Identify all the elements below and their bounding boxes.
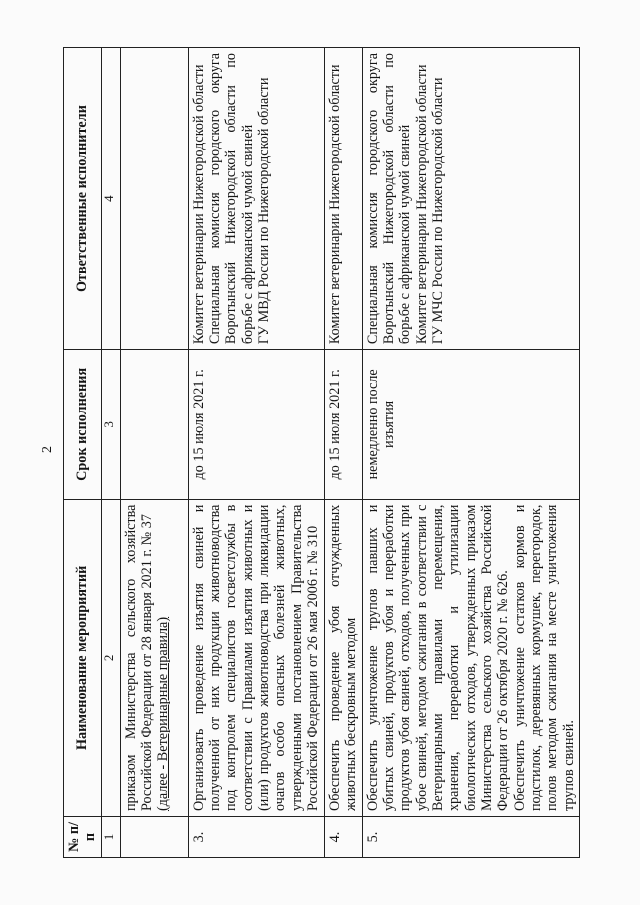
measures-table — [63, 47, 580, 858]
header-action: Наименование мероприятий — [64, 499, 102, 816]
executor: Комитет ветеринарии Нижегородской области — [413, 64, 430, 345]
row-executors — [362, 48, 579, 350]
row-num: 5. — [362, 817, 579, 858]
row-num: 4. — [324, 817, 362, 858]
executor: ГУ МВД России по Нижегородской области — [255, 77, 272, 345]
action-text: Обеспечить уничтожение трупов павших и убитых свиней, продуктов убоя и переработки продуктов убоя свиней, отходов, полученных при убое свиней, методом сжигания в соответствии с Ветеринарными правилами перемещения, хранения, переработки и утилизации биологических отходов, утвержденных приказом Министерства сельского хозяйства Российской Федерации от 26 октября 2020 г. № 626. — [364, 504, 512, 812]
rotated-table-wrapper — [63, 47, 577, 858]
row-executors — [188, 48, 324, 350]
row-deadline: до 15 июля 2021 г. — [188, 350, 324, 500]
row-action — [188, 499, 324, 816]
index-row — [101, 48, 120, 858]
table-row — [362, 48, 579, 858]
header-row — [64, 48, 102, 858]
action-text: приказом Министерства сельского хозяйства Российской Федерации от 28 января 2021 г. № 37 — [122, 504, 155, 812]
row-deadline: до 15 июля 2021 г. — [324, 350, 362, 500]
index-cell: 4 — [101, 48, 120, 350]
executor: ГУ МЧС России по Нижегородской области — [429, 77, 446, 345]
row-num — [120, 817, 188, 858]
index-cell: 2 — [101, 499, 120, 816]
executor: Комитет ветеринарии Нижегородской области — [190, 64, 207, 345]
row-action — [120, 499, 188, 816]
table-row — [324, 48, 362, 858]
index-cell: 3 — [101, 350, 120, 500]
page-number: 2 — [40, 446, 55, 453]
table-row — [120, 48, 188, 858]
action-text: (далее - Ветеринарные правила) — [155, 616, 172, 812]
header-num: № п/п — [64, 817, 102, 858]
row-action — [324, 499, 362, 816]
table-row — [188, 48, 324, 858]
executor: Специальная комиссия городского округа Воротынский Нижегородской области по борьбе с африканской чумой свиней — [206, 53, 256, 345]
executor: Комитет ветеринарии Нижегородской области — [326, 64, 343, 345]
index-cell: 1 — [101, 817, 120, 858]
action-text: Обеспечить проведение убоя отчужденных животных бескровным методом — [326, 504, 359, 812]
action-text: Организовать проведение изъятия свиней и полученной от них продукции животноводства под контролем специалистов госветслужбы в соответствии с Правилами изъятия животных и (или) продуктов животноводства при ликвидации очагов особо опасных болезней животных, утвержденными постановлением Правительства Российской Федерации от 26 мая 2006 г. № 310 — [190, 504, 321, 812]
header-deadline: Срок исполнения — [64, 350, 102, 500]
row-executors — [120, 48, 188, 350]
row-deadline: немедленно после изъятия — [362, 350, 579, 500]
action-text: Обеспечить уничтожение остатков кормов и подстилок, деревянных кормушек, перегородок, полов методом сжигания на месте уничтожения трупов свиней. — [511, 504, 577, 812]
row-executors — [324, 48, 362, 350]
row-num: 3. — [188, 817, 324, 858]
row-action — [362, 499, 579, 816]
row-deadline — [120, 350, 188, 500]
header-executors: Ответственные исполнители — [64, 48, 102, 350]
executor: Специальная комиссия городского округа Воротынский Нижегородской области по борьбе с африканской чумой свиней — [364, 53, 414, 345]
